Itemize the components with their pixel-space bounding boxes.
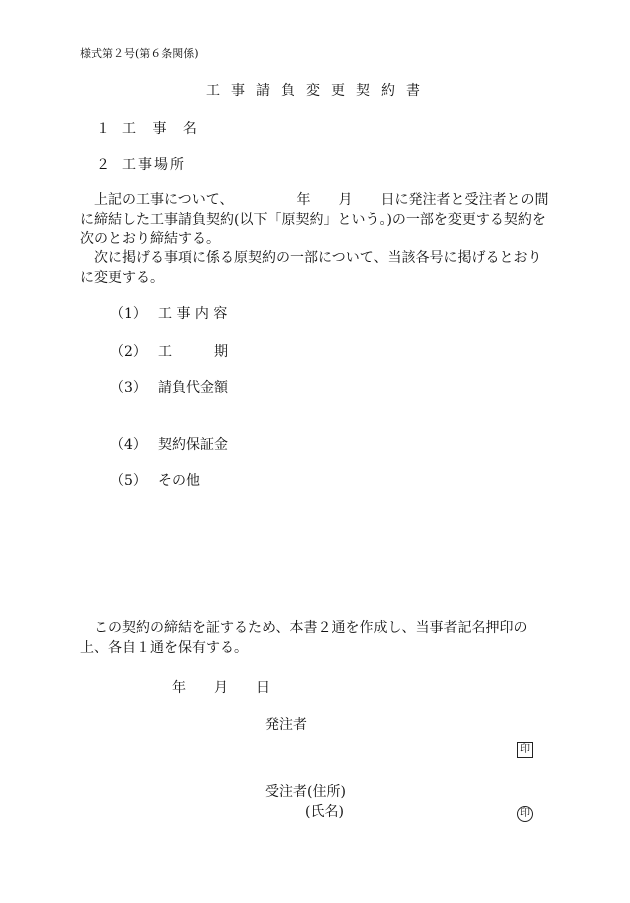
contractor-seal: [517, 801, 533, 822]
document-title: 工事請負変更契約書: [206, 83, 431, 99]
item-label: 工事場所: [122, 157, 186, 173]
item-construction-name: [96, 118, 203, 138]
seal-icon: 印: [517, 806, 533, 822]
sub-item-guarantee: [110, 434, 228, 454]
form-number: 様式第２号(第６条関係): [80, 47, 199, 60]
sub-item-period: [110, 341, 228, 361]
sub-item-content: [110, 303, 227, 323]
paragraph-change: 次に掲げる事項に係る原契約の一部について、当該各号に掲げるとおりに変更する。: [80, 250, 542, 286]
contractor-address-label: 受注者(住所): [265, 784, 346, 800]
sub-item-number: （2）: [110, 344, 147, 360]
sub-item-number: （3）: [110, 380, 147, 396]
item-number: １: [96, 121, 110, 137]
sub-item-label: 工 事 内 容: [158, 306, 228, 322]
sub-item-number: （1）: [110, 306, 147, 322]
sub-item-label: その他: [158, 473, 200, 489]
sub-item-label: 工 期: [158, 344, 228, 360]
paragraph-intro: 上記の工事について、 年 月 日に発注者と受注者との間に締結した工事請負契約(以下「原契約」という。)の一部を変更する契約を次のとおり締結する。: [80, 192, 549, 247]
sub-item-number: （4）: [110, 437, 147, 453]
item-label: 工 事 名: [122, 121, 203, 137]
date-line: 年 月 日: [172, 680, 270, 696]
sub-item-label: 請負代金額: [158, 380, 228, 396]
item-number: ２: [96, 157, 110, 173]
sub-item-number: （5）: [110, 473, 147, 489]
orderer-seal: [517, 737, 533, 758]
contractor-name-label: (氏名): [305, 804, 344, 820]
sub-item-label: 契約保証金: [158, 437, 228, 453]
item-construction-site: [96, 154, 186, 174]
orderer-label: 発注者: [265, 717, 307, 733]
seal-icon: 印: [517, 742, 533, 758]
paragraph-closing: この契約の締結を証するため、本書２通を作成し、当事者記名押印の上、各自１通を保有する。: [80, 620, 528, 656]
sub-item-amount: [110, 377, 228, 397]
sub-item-other: [110, 470, 200, 490]
